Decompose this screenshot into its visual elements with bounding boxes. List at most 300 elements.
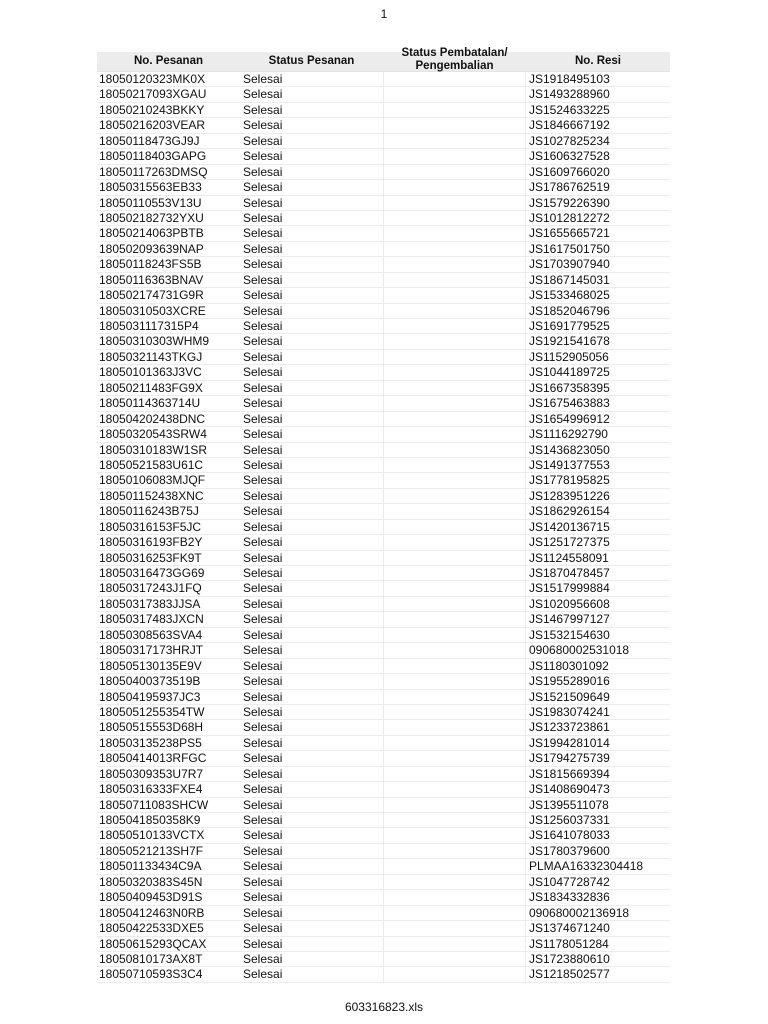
table-row (97, 211, 670, 226)
order-number-cell: 18050316253FK9T (99, 550, 202, 565)
receipt-number-cell: 090680002531018 (529, 643, 630, 658)
order-status-cell: Selesai (243, 828, 283, 843)
table-row (97, 628, 670, 643)
cancellation-status-cell (383, 273, 526, 287)
table-row (97, 782, 670, 797)
cancellation-status-cell (383, 473, 526, 487)
table-row (97, 597, 670, 612)
cancellation-status-cell (383, 921, 526, 935)
order-status-cell: Selesai (243, 535, 283, 550)
receipt-number-cell: JS1994281014 (529, 735, 610, 750)
cancellation-status-cell (383, 674, 526, 688)
order-number-cell: 180503135238PS5 (99, 735, 202, 750)
receipt-number-cell: JS1609766020 (529, 164, 610, 179)
order-number-cell: 18050615293QCAX (99, 936, 207, 951)
table-row (97, 967, 670, 982)
receipt-number-cell: JS1374671240 (529, 921, 610, 936)
cancellation-status-cell (383, 906, 526, 920)
table-row (97, 581, 670, 596)
cancellation-status-cell (383, 257, 526, 271)
order-status-cell: Selesai (243, 905, 283, 920)
table-row (97, 551, 670, 566)
table-row (97, 427, 670, 442)
order-number-cell: 18050310503XCRE (99, 303, 206, 318)
table-row (97, 319, 670, 334)
table-row (97, 365, 670, 380)
receipt-number-cell: JS1918495103 (529, 72, 610, 86)
cancellation-status-cell (383, 180, 526, 194)
order-status-cell: Selesai (243, 735, 283, 750)
receipt-number-cell: JS1641078033 (529, 828, 610, 843)
orders-table (97, 47, 670, 983)
table-row (97, 921, 670, 936)
order-number-cell: 18050321143TKGJ (99, 349, 203, 364)
order-number-cell: 18050320383S45N (99, 874, 203, 889)
order-status-cell: Selesai (243, 334, 283, 349)
table-row (97, 242, 670, 257)
order-status-cell: Selesai (243, 442, 283, 457)
order-status-cell: Selesai (243, 874, 283, 889)
table-row (97, 875, 670, 890)
table-row (97, 87, 670, 102)
order-number-cell: 180504195937JC3 (99, 689, 201, 704)
table-row (97, 396, 670, 411)
table-row (97, 828, 670, 843)
cancellation-status-cell (383, 520, 526, 534)
table-row (97, 504, 670, 519)
cancellation-status-cell (383, 628, 526, 642)
order-status-cell: Selesai (243, 195, 283, 210)
order-status-cell: Selesai (243, 596, 283, 611)
order-status-cell: Selesai (243, 766, 283, 781)
receipt-number-cell: JS1955289016 (529, 674, 610, 689)
table-row (97, 226, 670, 241)
order-number-cell: 1805031117315P4 (99, 319, 199, 333)
order-number-cell: 18050118473GJ9J (99, 133, 200, 148)
receipt-number-cell: JS1675463883 (529, 396, 610, 411)
order-number-cell: 18050217093XGAU (99, 87, 207, 102)
receipt-number-cell: JS1834332836 (529, 890, 610, 905)
receipt-number-cell: JS1703907940 (529, 257, 610, 272)
order-number-cell: 180505130135E9V (99, 658, 202, 673)
receipt-number-cell: JS1532154630 (529, 627, 610, 642)
table-row (97, 443, 670, 458)
cancellation-status-cell (383, 504, 526, 518)
cancellation-status-cell (383, 566, 526, 580)
receipt-number-cell: JS1436823050 (529, 442, 610, 457)
receipt-number-cell: JS1617501750 (529, 241, 610, 256)
table-row (97, 659, 670, 674)
order-number-cell: 18050110553V13U (99, 195, 202, 210)
cancellation-status-cell (383, 443, 526, 457)
receipt-number-cell: JS1778195825 (529, 473, 610, 488)
receipt-number-cell: JS1408690473 (529, 782, 610, 797)
receipt-number-cell: JS1467997127 (529, 612, 610, 627)
receipt-number-cell: JS1846667192 (529, 118, 610, 133)
order-number-cell: 18050317243J1FQ (99, 581, 202, 596)
order-number-cell: 18050118243FS5B (99, 257, 202, 272)
receipt-number-cell: JS1780379600 (529, 843, 610, 858)
order-number-cell: 18050422533DXE5 (99, 921, 204, 936)
table-row (97, 257, 670, 272)
cancellation-status-cell (383, 767, 526, 781)
table-row (97, 566, 670, 581)
order-number-cell: 18050521213SH7F (99, 843, 204, 858)
receipt-number-cell: JS1256037331 (529, 813, 610, 827)
order-status-cell: Selesai (243, 87, 283, 102)
order-number-cell: 180501152438XNC (99, 488, 204, 503)
receipt-number-cell: JS1395511078 (529, 797, 609, 812)
table-row (97, 288, 670, 303)
table-row (97, 118, 670, 133)
receipt-number-cell: JS1579226390 (529, 195, 610, 210)
order-number-cell: 18050310183W1SR (99, 442, 208, 457)
order-status-cell: Selesai (243, 319, 283, 333)
table-row (97, 103, 670, 118)
receipt-number-cell: JS1020956608 (529, 596, 610, 611)
order-status-cell: Selesai (243, 921, 283, 936)
order-status-cell: Selesai (243, 72, 283, 86)
order-number-cell: 18050316193FB2Y (99, 535, 203, 550)
order-status-cell: Selesai (243, 751, 283, 766)
cancellation-status-cell (383, 612, 526, 626)
order-number-cell: 18050117263DMSQ (99, 164, 208, 179)
table-row (97, 273, 670, 288)
receipt-number-cell: JS1691779525 (529, 319, 610, 333)
order-status-cell: Selesai (243, 349, 283, 364)
order-status-cell: Selesai (243, 149, 283, 164)
header-order-number: No. Pesanan (133, 55, 204, 67)
order-status-cell: Selesai (243, 581, 283, 596)
receipt-number-cell: JS1152905056 (529, 349, 609, 364)
order-status-cell: Selesai (243, 951, 283, 966)
cancellation-status-cell (383, 165, 526, 179)
order-number-cell: 18050316473GG69 (99, 566, 205, 580)
order-status-cell: Selesai (243, 380, 283, 395)
table-row (97, 304, 670, 319)
receipt-number-cell: JS1044189725 (529, 365, 610, 380)
table-row (97, 180, 670, 195)
receipt-number-cell: JS1012812272 (529, 210, 610, 225)
receipt-number-cell: JS1606327528 (529, 149, 610, 164)
order-number-cell: 18050120323MK0X (99, 72, 206, 86)
order-status-cell: Selesai (243, 658, 283, 673)
table-row (97, 149, 670, 164)
table-row (97, 937, 670, 952)
receipt-number-cell: JS1047728742 (529, 874, 610, 889)
receipt-number-cell: JS1218502577 (529, 967, 610, 982)
order-number-cell: 18050211483FG9X (99, 380, 203, 395)
receipt-number-cell: PLMAA16332304418 (529, 859, 644, 874)
order-status-cell: Selesai (243, 550, 283, 565)
cancellation-status-cell (383, 875, 526, 889)
order-number-cell: 180502174731G9R (99, 288, 204, 303)
cancellation-status-cell (383, 72, 526, 86)
order-number-cell: 18050308563SVA4 (99, 627, 203, 642)
order-number-cell: 18050414013RFGC (99, 751, 207, 766)
order-status-cell: Selesai (243, 797, 283, 812)
order-status-cell: Selesai (243, 411, 283, 426)
cancellation-status-cell (383, 798, 526, 812)
table-row (97, 381, 670, 396)
cancellation-status-cell (383, 705, 526, 719)
cancellation-status-cell (383, 118, 526, 132)
table-header (97, 47, 670, 72)
table-row (97, 334, 670, 349)
header-cancellation-status: Status Pembatalan/ Pengembalian (401, 47, 508, 72)
order-number-cell: 18050521583U61C (99, 457, 204, 472)
order-status-cell: Selesai (243, 396, 283, 411)
cancellation-status-cell (383, 134, 526, 148)
table-row (97, 906, 670, 921)
order-status-cell: Selesai (243, 473, 283, 488)
table-row (97, 705, 670, 720)
table-row (97, 612, 670, 627)
table-row (97, 350, 670, 365)
order-status-cell: Selesai (243, 488, 283, 503)
cancellation-status-cell (383, 736, 526, 750)
cancellation-status-cell (383, 458, 526, 472)
receipt-number-cell: JS1867145031 (529, 272, 610, 287)
receipt-number-cell: JS1517999884 (529, 581, 610, 596)
order-number-cell: 1805051255354TW (99, 704, 205, 719)
receipt-number-cell: JS1233723861 (529, 720, 610, 735)
order-status-cell: Selesai (243, 241, 283, 256)
order-number-cell: 18050320543SRW4 (99, 427, 207, 442)
order-number-cell: 18050216203VEAR (99, 118, 206, 133)
table-row (97, 813, 670, 828)
table-row (97, 751, 670, 766)
table-body (97, 71, 670, 983)
order-status-cell: Selesai (243, 288, 283, 303)
order-number-cell: 18050114363714U (99, 396, 201, 411)
order-number-cell: 18050412463N0RB (99, 905, 205, 920)
order-status-cell: Selesai (243, 118, 283, 133)
cancellation-status-cell (383, 489, 526, 503)
receipt-number-cell: JS1178051284 (529, 936, 609, 951)
receipt-number-cell: JS1870478457 (529, 566, 610, 580)
table-row (97, 859, 670, 874)
order-status-cell: Selesai (243, 643, 283, 658)
order-status-cell: Selesai (243, 843, 283, 858)
page-number: 1 (380, 7, 388, 21)
cancellation-status-cell (383, 659, 526, 673)
receipt-number-cell: JS1794275739 (529, 751, 610, 766)
order-number-cell: 18050310303WHM9 (99, 334, 210, 349)
cancellation-status-cell (383, 581, 526, 595)
table-row (97, 890, 670, 905)
receipt-number-cell: JS1420136715 (529, 519, 610, 534)
receipt-number-cell: JS1027825234 (529, 133, 610, 148)
order-status-cell: Selesai (243, 612, 283, 627)
table-row (97, 844, 670, 859)
cancellation-status-cell (383, 859, 526, 873)
order-number-cell: 18050106083MJQF (99, 473, 206, 488)
cancellation-status-cell (383, 319, 526, 333)
table-row (97, 674, 670, 689)
order-number-cell: 18050317483JXCN (99, 612, 204, 627)
order-number-cell: 18050710593S3C4 (99, 967, 203, 982)
cancellation-status-cell (383, 890, 526, 904)
table-row (97, 134, 670, 149)
order-number-cell: 18050810173AX8T (99, 951, 203, 966)
cancellation-status-cell (383, 304, 526, 318)
order-number-cell: 18050214063PBTB (99, 226, 204, 241)
cancellation-status-cell (383, 288, 526, 302)
order-status-cell: Selesai (243, 210, 283, 225)
order-number-cell: 18050210243BKKY (99, 102, 205, 117)
table-row (97, 643, 670, 658)
receipt-number-cell: JS1251727375 (529, 535, 610, 550)
order-status-cell: Selesai (243, 704, 283, 719)
order-status-cell: Selesai (243, 890, 283, 905)
order-status-cell: Selesai (243, 566, 283, 580)
cancellation-status-cell (383, 844, 526, 858)
cancellation-status-cell (383, 149, 526, 163)
cancellation-status-cell (383, 813, 526, 827)
cancellation-status-cell (383, 643, 526, 657)
cancellation-status-cell (383, 782, 526, 796)
order-number-cell: 18050309353U7R7 (99, 766, 204, 781)
order-number-cell: 18050711083SHCW (99, 797, 209, 812)
cancellation-status-cell (383, 196, 526, 210)
order-status-cell: Selesai (243, 627, 283, 642)
order-status-cell: Selesai (243, 365, 283, 380)
order-number-cell: 180502182732YXU (99, 210, 204, 225)
header-receipt-number: No. Resi (574, 55, 621, 67)
cancellation-status-cell (383, 103, 526, 117)
receipt-number-cell: JS1491377553 (529, 457, 610, 472)
receipt-number-cell: JS1667358395 (529, 380, 610, 395)
order-number-cell: 18050116363BNAV (99, 272, 204, 287)
order-number-cell: 18050409453D91S (99, 890, 203, 905)
table-row (97, 535, 670, 550)
cancellation-status-cell (383, 412, 526, 426)
cancellation-status-cell (383, 551, 526, 565)
order-status-cell: Selesai (243, 303, 283, 318)
table-row (97, 72, 670, 87)
order-number-cell: 18050116243B75J (99, 504, 199, 519)
cancellation-status-cell (383, 751, 526, 765)
order-status-cell: Selesai (243, 102, 283, 117)
order-status-cell: Selesai (243, 427, 283, 442)
receipt-number-cell: JS1655665721 (529, 226, 610, 241)
order-status-cell: Selesai (243, 164, 283, 179)
order-number-cell: 180504202438DNC (99, 411, 206, 426)
receipt-number-cell: 090680002136918 (529, 905, 630, 920)
cancellation-status-cell (383, 427, 526, 441)
order-status-cell: Selesai (243, 720, 283, 735)
receipt-number-cell: JS1983074241 (529, 704, 610, 719)
order-number-cell: 18050515553D68H (99, 720, 204, 735)
order-number-cell: 180501133434C9A (99, 859, 202, 874)
order-status-cell: Selesai (243, 257, 283, 272)
table-row (97, 767, 670, 782)
receipt-number-cell: JS1723880610 (529, 951, 610, 966)
order-status-cell: Selesai (243, 936, 283, 951)
order-number-cell: 18050316153F5JC (99, 519, 202, 534)
receipt-number-cell: JS1862926154 (529, 504, 610, 519)
table-row (97, 798, 670, 813)
order-status-cell: Selesai (243, 519, 283, 534)
table-row (97, 520, 670, 535)
order-status-cell: Selesai (243, 813, 283, 827)
cancellation-status-cell (383, 334, 526, 348)
table-row (97, 952, 670, 967)
order-number-cell: 1805041850358K9 (99, 813, 201, 827)
header-order-status: Status Pesanan (268, 55, 355, 67)
table-row (97, 458, 670, 473)
table-row (97, 489, 670, 504)
receipt-number-cell: JS1521509649 (529, 689, 610, 704)
cancellation-status-cell (383, 952, 526, 966)
order-status-cell: Selesai (243, 689, 283, 704)
cancellation-status-cell (383, 597, 526, 611)
order-number-cell: 18050118403GAPG (99, 149, 207, 164)
order-number-cell: 18050400373519B (99, 674, 201, 689)
cancellation-status-cell (383, 720, 526, 734)
table-row (97, 720, 670, 735)
table-row (97, 165, 670, 180)
order-status-cell: Selesai (243, 859, 283, 874)
cancellation-status-cell (383, 396, 526, 410)
order-status-cell: Selesai (243, 180, 283, 195)
table-row (97, 736, 670, 751)
receipt-number-cell: JS1533468025 (529, 288, 610, 303)
receipt-number-cell: JS1921541678 (529, 334, 610, 349)
receipt-number-cell: JS1283951226 (529, 488, 610, 503)
cancellation-status-cell (383, 226, 526, 240)
receipt-number-cell: JS1116292790 (529, 427, 608, 442)
receipt-number-cell: JS1493288960 (529, 87, 610, 102)
cancellation-status-cell (383, 535, 526, 549)
order-status-cell: Selesai (243, 133, 283, 148)
cancellation-status-cell (383, 87, 526, 101)
cancellation-status-cell (383, 211, 526, 225)
table-row (97, 473, 670, 488)
receipt-number-cell: JS1852046796 (529, 303, 610, 318)
order-status-cell: Selesai (243, 457, 283, 472)
file-name-footer: 603316823.xls (344, 1000, 424, 1014)
receipt-number-cell: JS1815669394 (529, 766, 610, 781)
order-status-cell: Selesai (243, 674, 283, 689)
order-number-cell: 18050101363J3VC (99, 365, 202, 380)
order-status-cell: Selesai (243, 967, 283, 982)
cancellation-status-cell (383, 350, 526, 364)
order-status-cell: Selesai (243, 226, 283, 241)
order-number-cell: 18050317383JJSA (99, 596, 201, 611)
cancellation-status-cell (383, 242, 526, 256)
order-number-cell: 18050315563EB33 (99, 180, 202, 195)
order-number-cell: 18050316333FXE4 (99, 782, 203, 797)
receipt-number-cell: JS1180301092 (529, 658, 609, 673)
cancellation-status-cell (383, 937, 526, 951)
cancellation-status-cell (383, 967, 526, 981)
receipt-number-cell: JS1124558091 (529, 550, 609, 565)
order-number-cell: 180502093639NAP (99, 241, 204, 256)
table-row (97, 412, 670, 427)
receipt-number-cell: JS1524633225 (529, 102, 610, 117)
cancellation-status-cell (383, 828, 526, 842)
order-number-cell: 18050510133VCTX (99, 828, 205, 843)
table-row (97, 196, 670, 211)
receipt-number-cell: JS1654996912 (529, 411, 610, 426)
order-status-cell: Selesai (243, 782, 283, 797)
cancellation-status-cell (383, 365, 526, 379)
cancellation-status-cell (383, 381, 526, 395)
cancellation-status-cell (383, 690, 526, 704)
order-status-cell: Selesai (243, 504, 283, 519)
